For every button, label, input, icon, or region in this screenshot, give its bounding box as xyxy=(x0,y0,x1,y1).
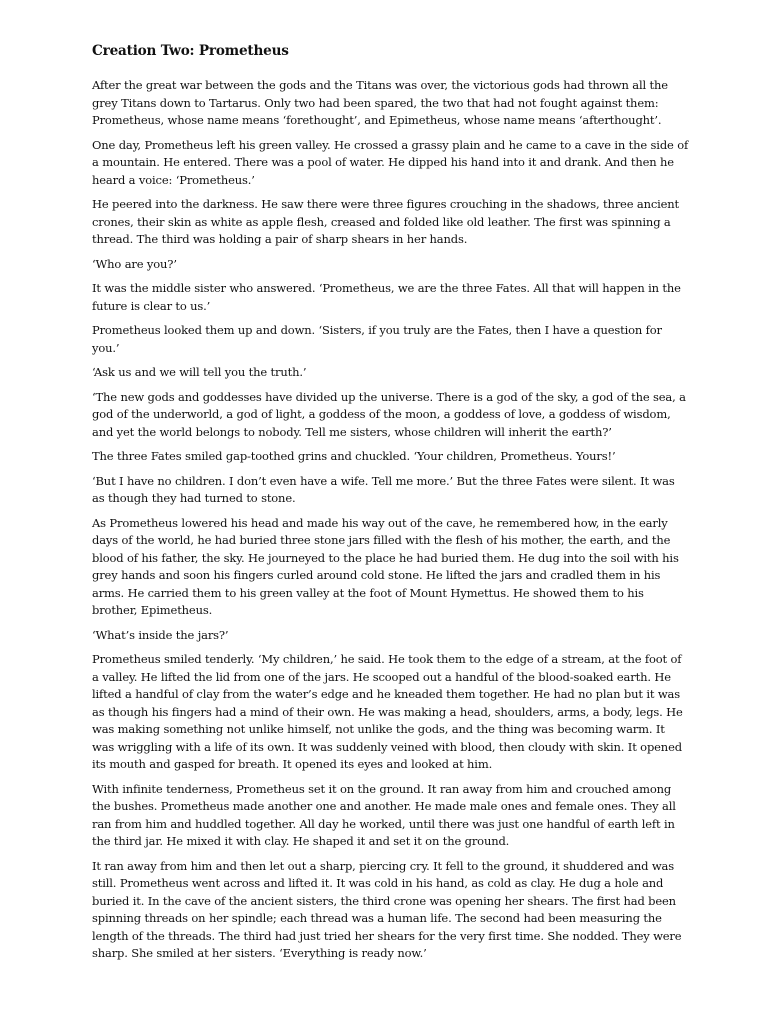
paragraph: ‘What’s inside the jars?’ xyxy=(92,627,229,642)
paragraph: It ran away from him and then let out a sharp, piercing cry. It fell to the ground, it shuddered and was still. Prometheus went across and lifted it. It was cold in his hand, as cold as clay. He dug a hole and buried it. In the cave of the ancient sisters, the third crone was opening her shears. The first had been spinning threads on her spindle; each thread was a human life. The second had been measuring the length of the threads. The third had just tried her shears for the very first time. She nodded. They were sharp. She smiled at her sisters. ‘Everything is ready now.’ xyxy=(92,858,682,960)
paragraph: Prometheus smiled tenderly. ‘My children,’ he said. He took them to the edge of a stream, at the foot of a valley. He lifted the lid from one of the jars. He scooped out a handful of the blood-soaked earth. He lifted a handful of clay from the water’s edge and he kneaded them together. He had no plan but it was as though his fingers had a mind of their own. He was making a head, shoulders, arms, a body, legs. He was making something not unlike himself, not unlike the gods, and the thing was becoming warm. It was wriggling with a life of its own. It was suddenly veined with blood, then cloudy with skin. It opened its mouth and gasped for breath. It opened its eyes and looked at him. xyxy=(92,652,683,771)
document-body xyxy=(92,40,690,970)
paragraph: ‘But I have no children. I don’t even have a wife. Tell me more.’ But the three Fates were silent. It was as though they had turned to stone. xyxy=(92,473,675,505)
document-title: Creation Two: Prometheus xyxy=(92,43,289,59)
paragraph: ‘The new gods and goddesses have divided up the universe. There is a god of the sky, a god of the sea, a god of the underworld, a god of light, a goddess of the moon, a goddess of love, a goddess of wisdom, and yet the world belongs to nobody. Tell me sisters, whose children will inherit the earth?’ xyxy=(92,389,686,439)
paragraph: After the great war between the gods and the Titans was over, the victorious gods had thrown all the grey Titans down to Tartarus. Only two had been spared, the two that had not fought against them: Prometheus, whose name means ‘forethought’, and Epimetheus, whose name means ‘afterthought’. xyxy=(92,78,668,127)
paragraph: ‘Who are you?’ xyxy=(92,256,177,271)
paragraph: It was the middle sister who answered. ‘Prometheus, we are the three Fates. All that will happen in the future is clear to us.’ xyxy=(92,281,681,313)
paragraph: One day, Prometheus left his green valley. He crossed a grassy plain and he came to a cave in the side of a mountain. He entered. There was a pool of water. He dipped his hand into it and drank. And then he heard a voice: ‘Prometheus.’ xyxy=(92,137,689,187)
paragraph: ‘Ask us and we will tell you the truth.’ xyxy=(92,365,307,379)
paragraph: He peered into the darkness. He saw there were three figures crouching in the shadows, three ancient crones, their skin as white as apple flesh, creased and folded like old leather. The first was spinning a thread. The third was holding a pair of sharp shears in her hands. xyxy=(92,197,680,246)
paragraph: With infinite tenderness, Prometheus set it on the ground. It ran away from him and crouched among the bushes. Prometheus made another one and another. He made male ones and female ones. They all ran from him and huddled together. All day he worked, until there was just one handful of earth left in the third jar. He mixed it with clay. He shaped it and set it on the ground. xyxy=(92,781,676,848)
paragraph: As Prometheus lowered his head and made his way out of the cave, he remembered how, in the early days of the world, he had buried three stone jars filled with the flesh of his mother, the earth, and the blood of his father, the sky. He journeyed to the place he had buried them. He dug into the soil with his grey hands and soon his fingers curled around cold stone. He lifted the jars and cradled them in his arms. He carried them to his green valley at the foot of Mount Hymettus. He showed them to his brother, Epimetheus. xyxy=(92,515,679,617)
paragraph: Prometheus looked them up and down. ‘Sisters, if you truly are the Fates, then I have a question for you.’ xyxy=(92,323,662,355)
paragraph: The three Fates smiled gap-toothed grins and chuckled. ‘Your children, Prometheus. Yours!’ xyxy=(92,449,616,463)
